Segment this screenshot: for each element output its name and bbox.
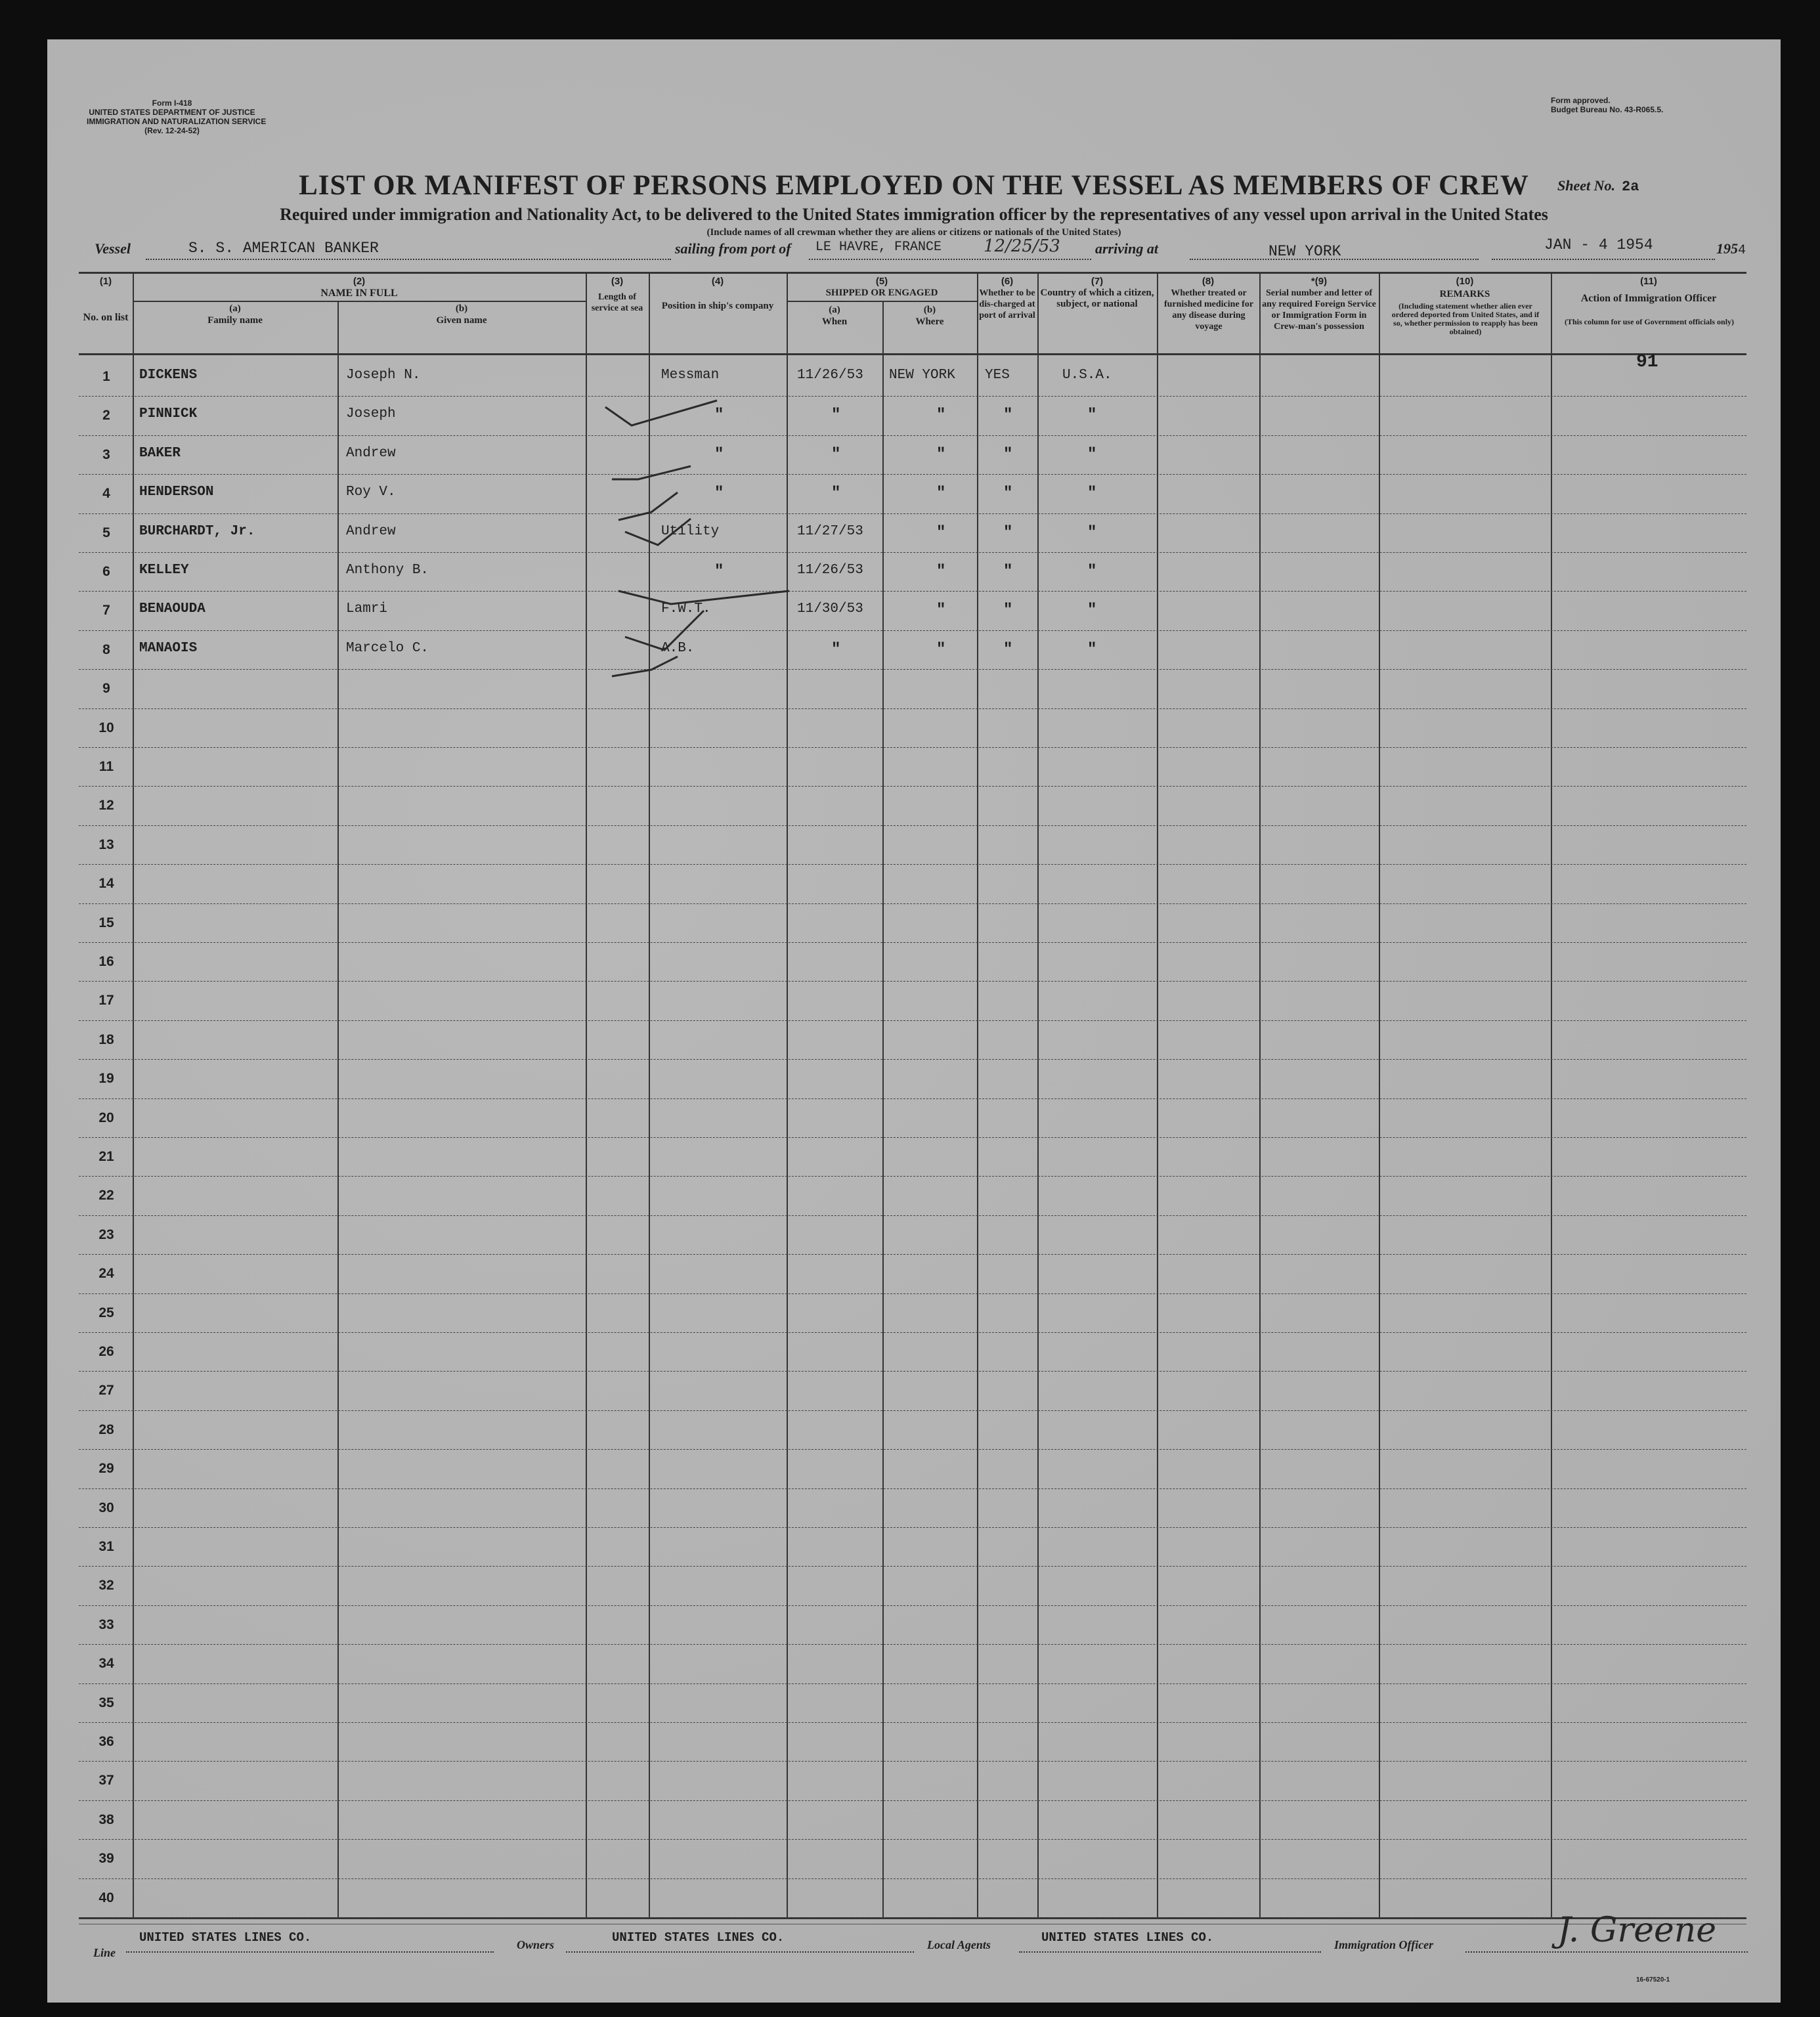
crew-family: BENAOUDA [139, 601, 206, 617]
header-shipped-or-engaged: SHIPPED OR ENGAGED [825, 288, 938, 298]
crew-country: " [1087, 523, 1097, 542]
crew-position: Utility [661, 523, 720, 539]
crew-where: " [936, 445, 946, 464]
port-underline [809, 259, 1091, 260]
crew-family: MANAOIS [139, 640, 198, 656]
crew-where: " [936, 563, 946, 580]
header-family-name: Family name [207, 315, 263, 326]
officer-signature: J. Greene [1557, 1911, 1717, 1950]
col-sep [1379, 272, 1380, 1917]
row-rule [79, 864, 1746, 865]
arrival-port: NEW YORK [1268, 243, 1341, 260]
row-rule [79, 1020, 1746, 1021]
handwritten-check-marks [592, 381, 868, 748]
crew-position: " [714, 445, 724, 464]
header-bottom-border [79, 353, 1746, 355]
crew-discharged: " [1003, 406, 1013, 425]
row-rule [79, 1059, 1746, 1060]
crew-family: KELLEY [139, 563, 189, 578]
row-number: 19 [98, 1071, 114, 1087]
subtitle-note: (Include names of all crewman whether they are aliens or citizens or nationals of the United States) [706, 227, 1121, 238]
crew-country: " [1087, 640, 1097, 659]
crew-discharged: " [1003, 445, 1013, 464]
crew-when: 11/30/53 [797, 601, 863, 617]
row-number: 17 [98, 993, 114, 1008]
check-mark [605, 401, 717, 425]
crew-country: U.S.A. [1062, 368, 1112, 383]
date-underline [1492, 259, 1715, 260]
col-sep [337, 302, 339, 1917]
row-rule [79, 1332, 1746, 1333]
row-rule [79, 1488, 1746, 1489]
row-number: 5 [102, 525, 110, 540]
row-number: 40 [98, 1890, 114, 1905]
header-when-a: (a) [829, 305, 840, 315]
header-length-of-service: Length of service at sea [591, 292, 643, 313]
check-mark [612, 466, 691, 479]
row-rule [79, 1293, 1746, 1294]
check-mark [618, 492, 678, 520]
check-mark [625, 611, 704, 650]
row-rule [79, 474, 1746, 475]
crew-position: " [714, 485, 724, 503]
col-number: (4) [711, 276, 724, 287]
row-rule [79, 1800, 1746, 1801]
row-rule [79, 1878, 1746, 1879]
crew-discharged: " [1003, 601, 1013, 620]
header-where: Where [915, 316, 944, 327]
row-rule [79, 1527, 1746, 1528]
row-number: 39 [98, 1851, 114, 1867]
row-rule [79, 825, 1746, 826]
crew-given: Lamri [346, 601, 388, 617]
crew-given: Anthony B. [346, 563, 429, 578]
header-where-b: (b) [923, 305, 936, 315]
col-sep [1259, 272, 1261, 1917]
row-number: 27 [98, 1383, 114, 1399]
row-number: 11 [98, 759, 114, 774]
row-number: 22 [98, 1188, 114, 1204]
row-rule [79, 1722, 1746, 1723]
row-number: 21 [98, 1149, 114, 1164]
row-rule [79, 903, 1746, 904]
row-rule [79, 942, 1746, 943]
row-rule [79, 786, 1746, 787]
action-value: 91 [1636, 352, 1658, 372]
row-rule [79, 981, 1746, 982]
col-number: (10) [1456, 276, 1474, 287]
page-title: LIST OR MANIFEST OF PERSONS EMPLOYED ON THE VESSEL AS MEMBERS OF CREW [299, 170, 1529, 201]
departure-port: LE HAVRE, FRANCE [815, 240, 942, 255]
col-number: (1) [99, 276, 112, 287]
row-number: 33 [98, 1616, 114, 1632]
officer-label: Immigration Officer [1334, 1938, 1434, 1951]
row-number: 31 [98, 1539, 114, 1554]
check-mark [625, 519, 691, 545]
header-given-b: (b) [455, 303, 468, 314]
crew-when: 11/26/53 [797, 563, 863, 578]
crew-where: " [936, 523, 946, 542]
crew-given: Joseph N. [346, 368, 421, 383]
sheet-number: Sheet No. 2a [1557, 177, 1639, 195]
crew-family: PINNICK [139, 406, 198, 422]
row-rule [79, 1761, 1746, 1762]
vessel-label: Vessel [95, 240, 131, 257]
row-number: 12 [98, 798, 114, 813]
header-country: Country of which a citizen, subject, or national [1040, 288, 1154, 309]
agents-label: Local Agents [927, 1938, 991, 1951]
row-number: 30 [98, 1500, 114, 1515]
row-rule [79, 669, 1746, 670]
row-number: 35 [98, 1695, 114, 1710]
crew-given: Marcelo C. [346, 640, 429, 656]
col-number: *(9) [1311, 276, 1328, 287]
owners-label: Owners [517, 1938, 555, 1951]
name-header-rule [133, 301, 586, 302]
crew-when: " [831, 640, 841, 659]
crew-position: Messman [661, 368, 720, 383]
row-rule [79, 630, 1746, 631]
col-sep [1037, 272, 1039, 1917]
row-rule [79, 1215, 1746, 1216]
budget-approval: Form approved. Budget Bureau No. 43-R065.5. [1551, 96, 1664, 114]
header-name-in-full-label: NAME IN FULL [320, 288, 398, 299]
row-number: 15 [98, 915, 114, 930]
handwritten-date: 12/25/53 [984, 236, 1060, 256]
arriving-label: arriving at [1095, 240, 1158, 257]
row-number: 9 [102, 681, 110, 697]
row-number: 26 [98, 1344, 114, 1359]
owners-company: UNITED STATES LINES CO. [612, 1930, 785, 1945]
vessel-name: S. S. AMERICAN BANKER [188, 240, 379, 257]
crew-when: " [831, 445, 841, 464]
print-code: 16-67520-1 [1636, 1976, 1670, 1984]
sailing-label: sailing from port of [675, 240, 791, 257]
crew-country: " [1087, 563, 1097, 580]
col-sep [586, 272, 587, 1917]
subtitle: Required under immigration and Nationality Act, to be delivered to the United States immigration officer by the representatives of any vessel upon arrival in the United States [280, 205, 1548, 224]
crew-given: Andrew [346, 445, 396, 461]
row-rule [79, 1176, 1746, 1177]
col-number: (8) [1202, 276, 1215, 287]
row-rule [79, 1410, 1746, 1411]
crew-when: 11/26/53 [797, 368, 863, 383]
row-number: 3 [102, 446, 110, 462]
crew-family: BAKER [139, 445, 181, 461]
row-rule [79, 1137, 1746, 1138]
col-sep [133, 272, 134, 1917]
crew-position: F.W.T. [661, 601, 711, 617]
row-rule [79, 1917, 1746, 1918]
row-number: 25 [98, 1305, 114, 1320]
col-number: (2) [353, 276, 366, 287]
crew-where: " [936, 485, 946, 503]
col-number: (11) [1640, 276, 1657, 287]
header-no-on-list: No. on list [83, 312, 129, 323]
row-rule [79, 1839, 1746, 1840]
crew-discharged: " [1003, 640, 1013, 659]
check-mark [618, 591, 789, 604]
header-discharged: Whether to be dis-charged at port of arrival [979, 288, 1035, 320]
col-sep [882, 302, 884, 1917]
row-number: 4 [102, 486, 110, 502]
header-position: Position in ship's company [661, 301, 774, 311]
crew-family: HENDERSON [139, 485, 214, 500]
row-rule [79, 1683, 1746, 1684]
row-number: 7 [102, 603, 110, 618]
col-number: (7) [1091, 276, 1104, 287]
row-number: 32 [98, 1578, 114, 1594]
col-number: (3) [611, 276, 624, 287]
agents-company: UNITED STATES LINES CO. [1041, 1930, 1214, 1945]
row-rule [79, 1254, 1746, 1255]
row-rule [79, 1449, 1746, 1450]
crew-where: " [936, 640, 946, 659]
crew-given: Joseph [346, 406, 396, 422]
row-number: 14 [98, 876, 114, 892]
header-treated: Whether treated or furnished medicine for any disease during voyage [1163, 288, 1254, 332]
crew-discharged: YES [985, 368, 1010, 383]
crew-position: " [714, 406, 724, 425]
row-number: 20 [98, 1110, 114, 1125]
col-sep [977, 272, 978, 1917]
row-rule [79, 513, 1746, 514]
row-rule [79, 1371, 1746, 1372]
row-rule [79, 552, 1746, 553]
crew-discharged: " [1003, 563, 1013, 580]
crew-when: " [831, 406, 841, 425]
crew-given: Roy V. [346, 485, 396, 500]
col-sep [1157, 272, 1158, 1917]
row-number: 1 [102, 369, 110, 384]
row-number: 13 [98, 836, 114, 852]
row-number: 28 [98, 1421, 114, 1437]
crew-position: " [714, 563, 724, 580]
header-given-name: Given name [436, 315, 487, 326]
row-number: 23 [98, 1226, 114, 1242]
header-action-note: (This column for use of Government officials only) [1564, 317, 1735, 326]
manifest-sheet [47, 39, 1781, 2003]
line-underline [126, 1951, 494, 1953]
col-number: (6) [1001, 276, 1014, 287]
crew-discharged: " [1003, 485, 1013, 503]
crew-given: Andrew [346, 523, 396, 539]
header-remarks: REMARKS [1439, 289, 1490, 299]
crew-country: " [1087, 601, 1097, 620]
row-number: 29 [98, 1461, 114, 1477]
crew-family: DICKENS [139, 368, 198, 383]
line-label: Line [93, 1946, 116, 1959]
crew-position: A.B. [661, 640, 695, 656]
row-number: 37 [98, 1773, 114, 1789]
header-when: When [821, 316, 848, 327]
row-number: 6 [102, 564, 110, 579]
check-mark [612, 657, 678, 676]
row-number: 24 [98, 1266, 114, 1282]
crew-country: " [1087, 485, 1097, 503]
row-number: 36 [98, 1734, 114, 1749]
header-family-a: (a) [229, 303, 241, 314]
vessel-underline [146, 259, 671, 260]
crew-country: " [1087, 406, 1097, 425]
form-identifier: Form I-418 UNITED STATES DEPARTMENT OF JUSTICE IMMIGRATION AND NATURALIZATION SERVICE (Rev. 12-24-52) [87, 98, 267, 135]
col-sep [1551, 272, 1552, 1917]
header-serial-number: Serial number and letter of any required Foreign Service or Immigration Form in Crew-man's possession [1262, 288, 1376, 332]
shipped-header-rule [787, 301, 977, 302]
crew-where: " [936, 406, 946, 425]
line-company: UNITED STATES LINES CO. [139, 1930, 312, 1945]
row-number: 38 [98, 1811, 114, 1827]
crew-where: " [936, 601, 946, 620]
crew-when: " [831, 485, 841, 503]
officer-underline [1465, 1951, 1748, 1953]
row-rule [79, 1566, 1746, 1567]
col-number: (5) [875, 276, 888, 287]
crew-when: 11/27/53 [797, 523, 863, 539]
row-number: 16 [98, 954, 114, 969]
row-rule [79, 1644, 1746, 1645]
row-number: 10 [98, 720, 114, 735]
row-number: 34 [98, 1656, 114, 1672]
row-rule [79, 591, 1746, 592]
row-number: 8 [102, 641, 110, 657]
row-rule [79, 435, 1746, 436]
year-label: 1954 [1716, 240, 1746, 258]
row-rule [79, 708, 1746, 709]
agents-underline [1019, 1951, 1321, 1953]
owners-underline [566, 1951, 914, 1953]
row-number: 2 [102, 408, 110, 423]
row-number: 18 [98, 1031, 114, 1047]
crew-family: BURCHARDT, Jr. [139, 523, 255, 539]
header-action: Action of Immigration Officer [1580, 293, 1717, 304]
row-rule [79, 747, 1746, 748]
crew-where: NEW YORK [889, 368, 955, 383]
row-rule [79, 1605, 1746, 1606]
crew-discharged: " [1003, 523, 1013, 542]
crew-country: " [1087, 445, 1097, 464]
header-remarks-note: (Including statement whether alien ever ordered deported from United States, and if so, whether permission to reapply has been obtained) [1391, 301, 1540, 336]
row-rule [79, 1098, 1746, 1099]
arrival-date: JAN - 4 1954 [1544, 236, 1653, 253]
row-rule [79, 396, 1746, 397]
